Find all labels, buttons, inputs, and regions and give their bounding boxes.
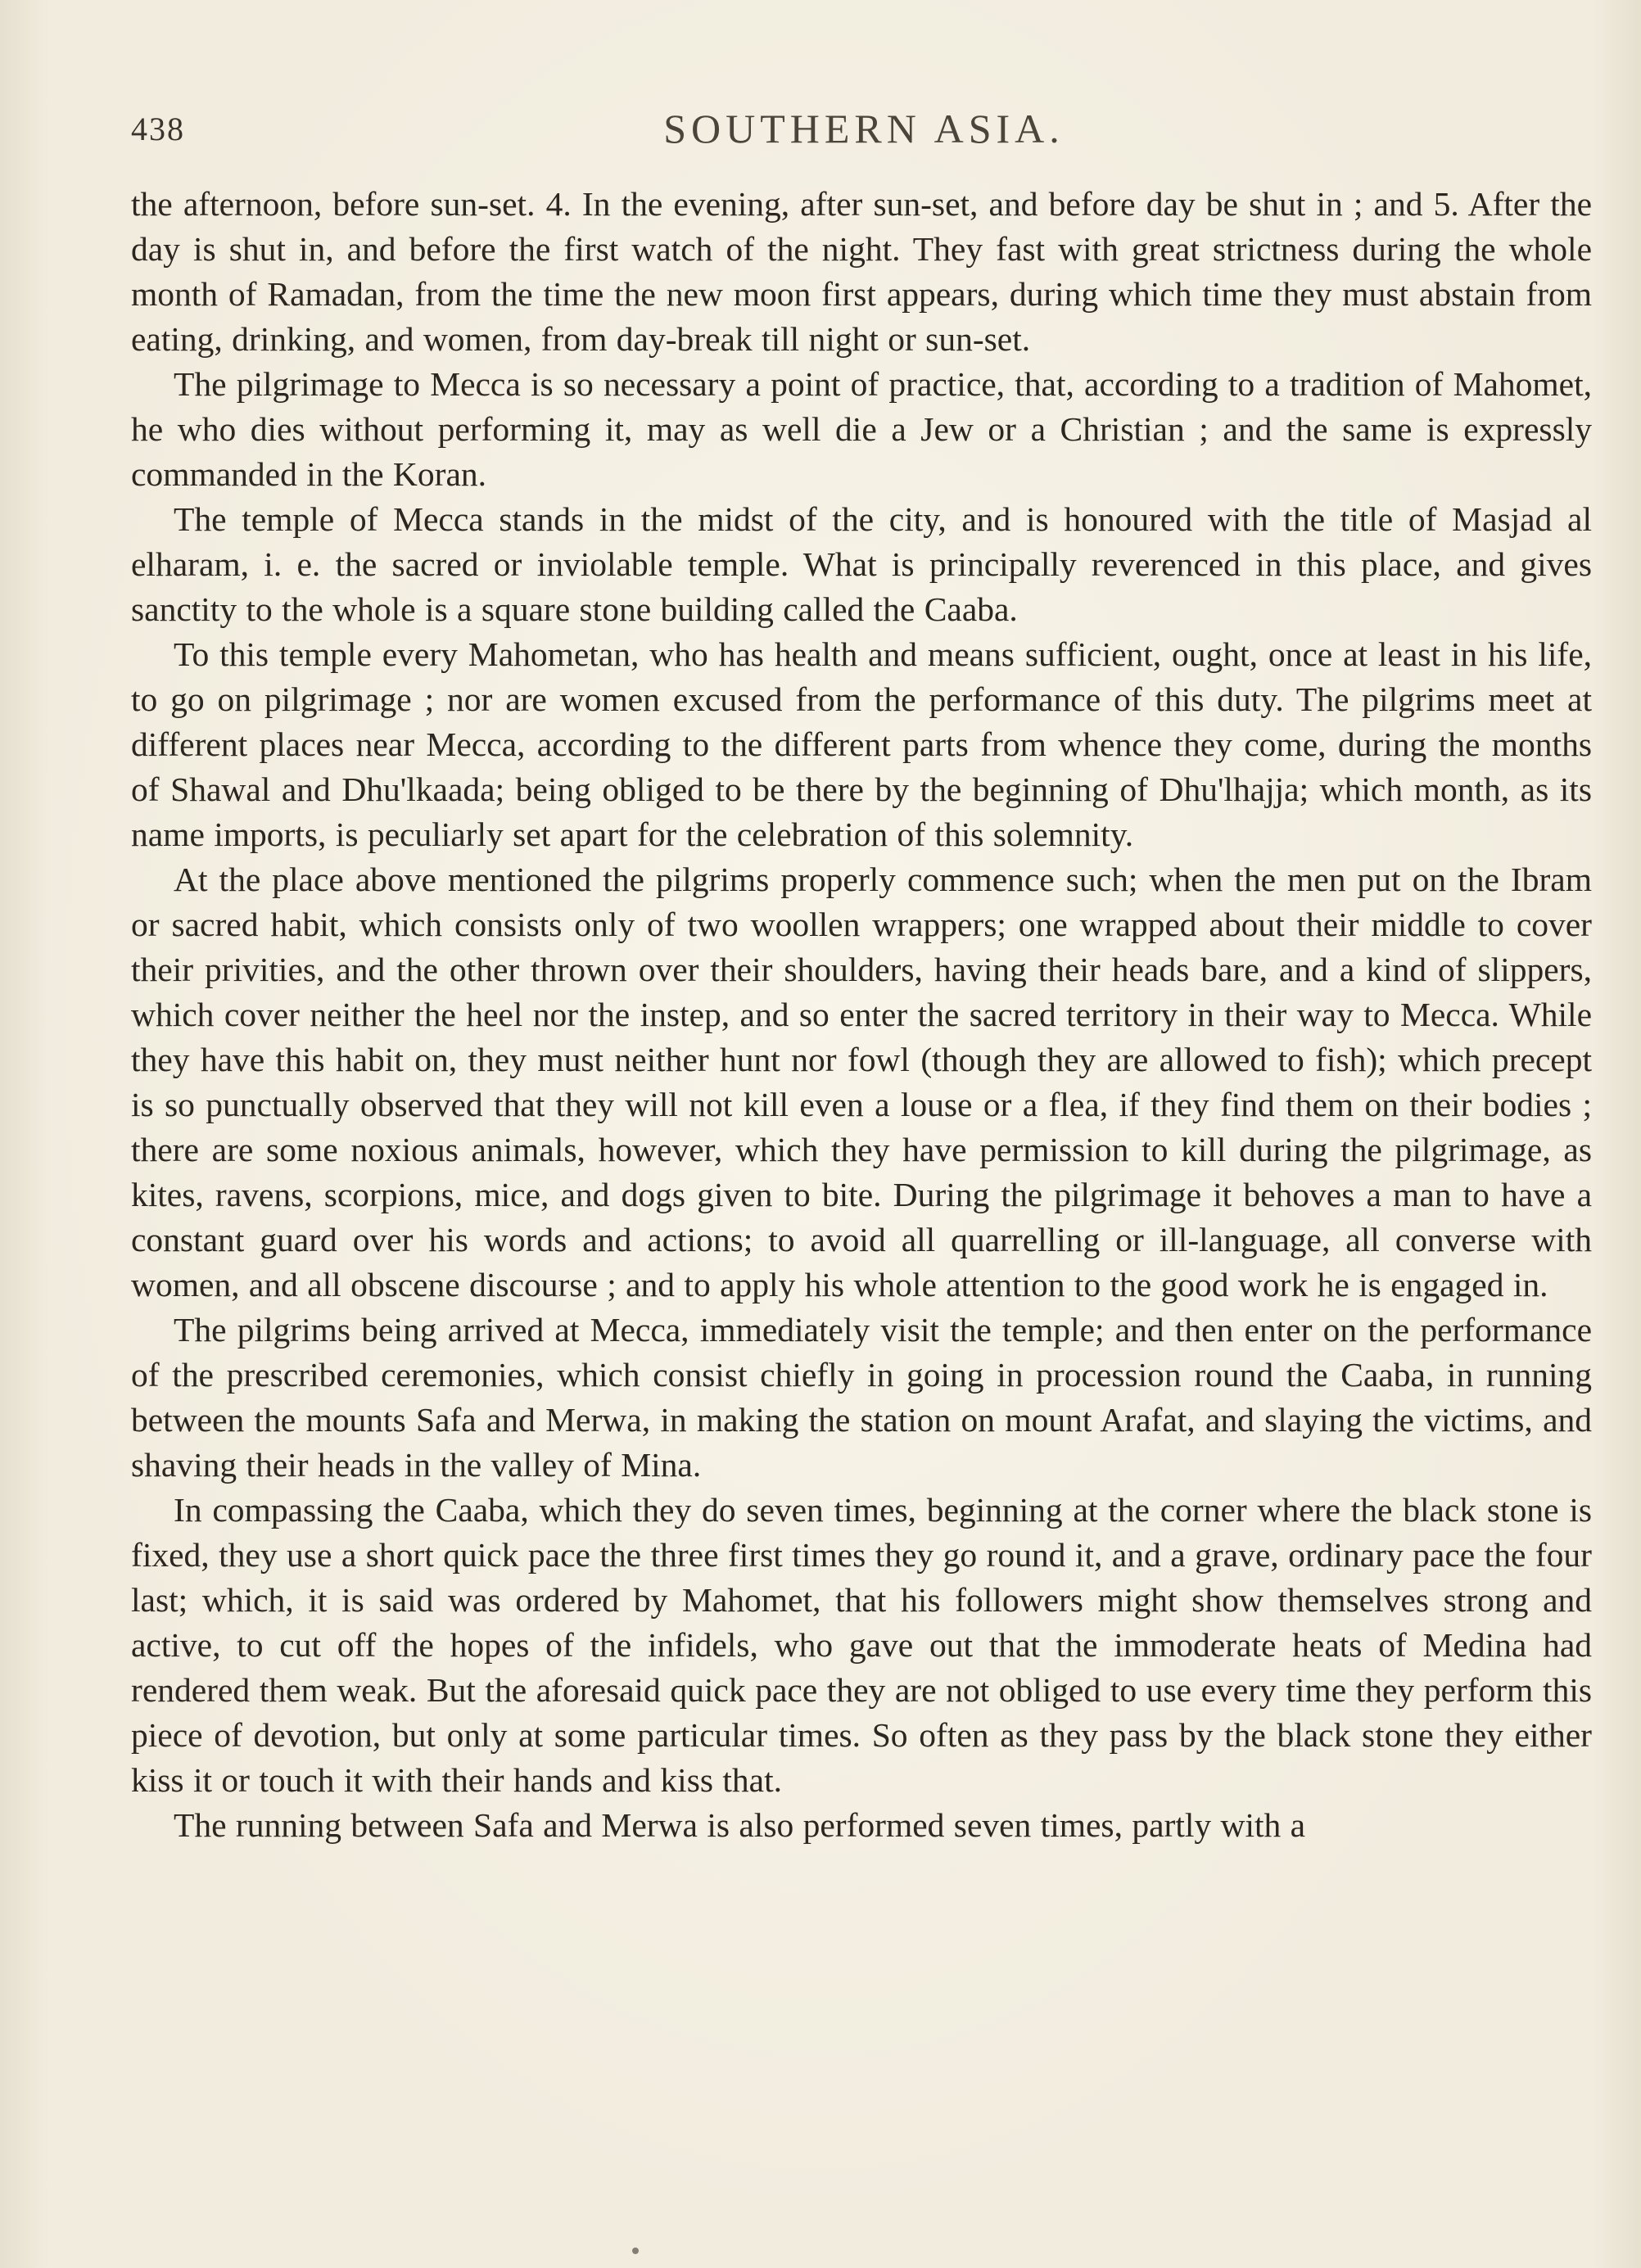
running-title: SOUTHERN ASIA. [663, 106, 1065, 151]
paragraph-pilgrimage-necessity: The pilgrimage to Mecca is so necessary a point of practice, that, according to a tradition of Mahomet, he who dies without performing it, may as well die a Jew or a Christian ; and the same is expressly commanded in the Koran. [131, 365, 1592, 493]
paragraph-temple-of-mecca: The temple of Mecca stands in the midst of the city, and is honoured with the title of Masjad al elharam, i. e. the sacred or inviolable temple. What is principally reverenced in this place, and gives sanctity to the whole is a square stone building called the Caaba. [131, 500, 1592, 628]
body-text [131, 182, 1592, 1848]
paragraph-ceremonies: The pilgrims being arrived at Mecca, immediately visit the temple; and then enter on the performance of the prescribed ceremonies, which consist chiefly in going in procession round the Caaba, in running between the mounts Safa and Merwa, in making the station on mount Arafat, and slaying the victims, and shaving their heads in the valley of Mina. [131, 1311, 1592, 1484]
paragraph-continued: the afternoon, before sun-set. 4. In the evening, after sun-set, and before day be shut in ; and 5. After the day is shut in, and before the first watch of the night. They fast with great strictness during the whole month of Ramadan, from the time the new moon first appears, during which time they must abstain from eating, drinking, and women, from day-break till night or sun-set. [131, 185, 1592, 358]
paragraph-ihram-habit: At the place above mentioned the pilgrims properly commence such; when the men put on the Ibram or sacred habit, which consists only of two woollen wrappers; one wrapped about their middle to cover their privities, and the other thrown over their shoulders, having their heads bare, and a kind of slippers, which cover neither the heel nor the instep, and so enter the sacred territory in their way to Mecca. While they have this habit on, they must neither hunt nor fowl (though they are allowed to fish); which precept is so punctually observed that they will not kill even a louse or a flea, if they find them on their bodies ; there are some noxious animals, however, which they have permission to kill during the pilgrimage, as kites, ravens, scorpions, mice, and dogs given to bite. During the pilgrimage it behoves a man to have a constant guard over his words and actions; to avoid all quarrelling or ill-language, all converse with women, and all obscene discourse ; and to apply his whole attention to the good work he is engaged in. [131, 861, 1592, 1303]
ink-speck [632, 2248, 639, 2254]
paragraph-compassing-caaba: In compassing the Caaba, which they do seven times, beginning at the corner where the black stone is fixed, they use a short quick pace the three first times they go round it, and a grave, ordinary pace the four last; which, it is said was ordered by Mahomet, that his followers might show themselves strong and active, to cut off the hopes of the infidels, who gave out that the immoderate heats of Medina had rendered them weak. But the aforesaid quick pace they are not obliged to use every time they perform this piece of devotion, but only at some particular times. So often as they pass by the black stone they either kiss it or touch it with their hands and kiss that. [131, 1491, 1592, 1799]
page-number: 438 [131, 111, 185, 147]
running-head [131, 98, 1597, 156]
paragraph-safa-merwa: The running between Safa and Merwa is also performed seven times, partly with a [174, 1806, 1306, 1844]
paragraph-pilgrim-duty: To this temple every Mahometan, who has health and means sufficient, ought, once at least in his life, to go on pilgrimage ; nor are women excused from the performance of this duty. The pilgrims meet at different places near Mecca, according to the different parts from whence they come, during the months of Shawal and Dhu'lkaada; being obliged to be there by the beginning of Dhu'lhajja; which month, as its name imports, is peculiarly set apart for the celebration of this solemnity. [131, 635, 1592, 853]
